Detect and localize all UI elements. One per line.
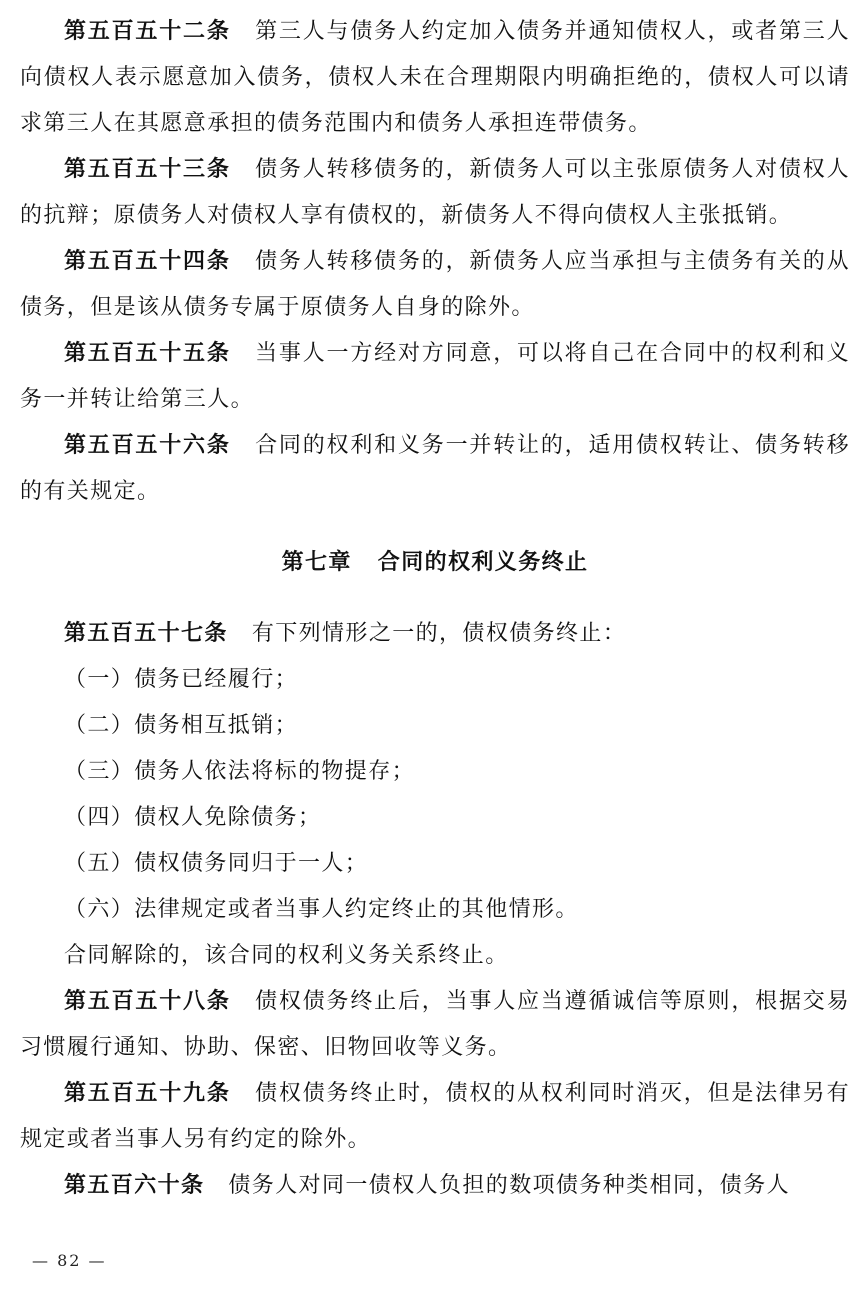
article-553 — [20, 147, 850, 239]
article-text: 债务人转移债务的，新债务人可以主张原债务人对债权人的抗辩；原债务人对债权人享有债权的，新债务人不得向债权人主张抵销。 — [20, 157, 850, 228]
article-556 — [20, 423, 850, 515]
article-text: 有下列情形之一的，债权债务终止： — [251, 621, 627, 646]
chapter-number: 第七章 — [281, 550, 352, 575]
page-number: — 82 — — [32, 1251, 107, 1270]
list-item: （六）法律规定或者当事人约定终止的其他情形。 — [64, 897, 579, 922]
article-number: 第五百五十七条 — [64, 621, 228, 646]
article-558 — [20, 979, 850, 1071]
article-559 — [20, 1071, 850, 1163]
article-552 — [20, 9, 850, 147]
list-item: （二）债务相互抵销； — [64, 713, 299, 738]
article-text: 债务人转移债务的，新债务人应当承担与主债务有关的从债务，但是该从债务专属于原债务人自身的除外。 — [20, 249, 850, 320]
article-text: 债务人对同一债权人负担的数项债务种类相同，债务人 — [228, 1173, 791, 1198]
list-item: （四）债权人免除债务； — [64, 805, 322, 830]
article-number: 第五百五十六条 — [64, 433, 231, 458]
article-text: 债权债务终止时，债权的从权利同时消灭，但是法律另有规定或者当事人另有约定的除外。 — [20, 1081, 850, 1152]
article-text: 债权债务终止后，当事人应当遵循诚信等原则，根据交易习惯履行通知、协助、保密、旧物回收等义务。 — [20, 989, 850, 1060]
article-number: 第五百五十八条 — [64, 989, 231, 1014]
article-number: 第五百五十五条 — [64, 341, 231, 366]
list-item: （五）债权债务同归于一人； — [64, 851, 369, 876]
article-557-closing: 合同解除的，该合同的权利义务关系终止。 — [64, 943, 509, 968]
article-560 — [20, 1163, 850, 1209]
article-text: 第三人与债务人约定加入债务并通知债权人，或者第三人向债权人表示愿意加入债务，债权人未在合理期限内明确拒绝的，债权人可以请求第三人在其愿意承担的债务范围内和债务人承担连带债务。 — [20, 19, 850, 136]
document-page — [20, 9, 850, 1209]
list-item: （三）债务人依法将标的物提存； — [64, 759, 416, 784]
article-554 — [20, 239, 850, 331]
article-557 — [20, 611, 850, 657]
article-text: 当事人一方经对方同意，可以将自己在合同中的权利和义务一并转让给第三人。 — [20, 341, 850, 412]
article-number: 第五百六十条 — [64, 1173, 205, 1198]
article-number: 第五百五十九条 — [64, 1081, 231, 1106]
article-number: 第五百五十二条 — [64, 19, 231, 44]
article-number: 第五百五十四条 — [64, 249, 231, 274]
article-text: 合同的权利和义务一并转让的，适用债权转让、债务转移的有关规定。 — [20, 433, 850, 504]
article-number: 第五百五十三条 — [64, 157, 231, 182]
article-555 — [20, 331, 850, 423]
chapter-title: 合同的权利义务终止 — [377, 550, 589, 575]
chapter-heading — [20, 515, 850, 611]
list-item: （一）债务已经履行； — [64, 667, 299, 692]
